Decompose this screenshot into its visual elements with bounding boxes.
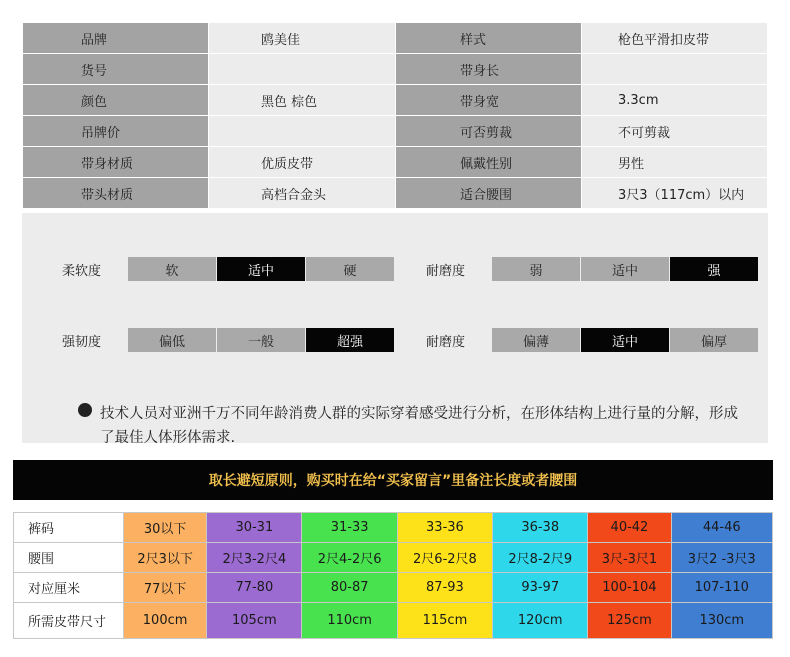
spec-key: 佩戴性别 bbox=[396, 147, 582, 178]
properties-panel bbox=[22, 213, 768, 446]
size-cell: 36-38 bbox=[493, 513, 588, 543]
spec-value bbox=[582, 54, 768, 85]
size-cell: 2尺3-2尺4 bbox=[207, 543, 302, 573]
size-cell: 3尺-3尺1 bbox=[588, 543, 671, 573]
description-note: 技术人员对亚洲千万不同年龄消费人群的实际穿着感受进行分析，在形体结构上进行量的分解，形成了最佳人体形体需求. bbox=[100, 406, 738, 446]
size-cell: 80-87 bbox=[302, 573, 397, 603]
size-chart-table bbox=[13, 512, 773, 639]
size-cell: 93-97 bbox=[493, 573, 588, 603]
scale-label: 强韧度 bbox=[62, 334, 102, 350]
size-cell: 87-93 bbox=[397, 573, 492, 603]
size-cell: 3尺2 -3尺3 bbox=[671, 543, 772, 573]
scale-option: 偏低 bbox=[128, 328, 216, 352]
size-cell: 100-104 bbox=[588, 573, 671, 603]
size-cell: 2尺6-2尺8 bbox=[397, 543, 492, 573]
spec-row bbox=[23, 116, 768, 147]
size-row-header: 所需皮带尺寸 bbox=[14, 603, 124, 639]
size-cell: 33-36 bbox=[397, 513, 492, 543]
scale-option: 偏厚 bbox=[670, 328, 758, 352]
scale-option: 硬 bbox=[306, 257, 394, 281]
size-cell: 30以下 bbox=[124, 513, 207, 543]
size-row bbox=[14, 543, 773, 573]
spec-key: 带身材质 bbox=[23, 147, 209, 178]
size-cell: 44-46 bbox=[671, 513, 772, 543]
spec-value bbox=[209, 116, 396, 147]
softness-scale bbox=[42, 257, 395, 281]
spec-row bbox=[23, 23, 768, 54]
size-cell: 30-31 bbox=[207, 513, 302, 543]
size-cell: 2尺4-2尺6 bbox=[302, 543, 397, 573]
scale-label: 耐磨度 bbox=[426, 334, 466, 350]
spec-key: 适合腰围 bbox=[396, 178, 582, 209]
size-cell: 40-42 bbox=[588, 513, 671, 543]
size-cell: 77以下 bbox=[124, 573, 207, 603]
spec-key: 货号 bbox=[23, 54, 209, 85]
spec-key: 吊牌价 bbox=[23, 116, 209, 147]
size-row bbox=[14, 513, 773, 543]
spec-value: 鸥美佳 bbox=[209, 23, 396, 54]
size-cell: 2尺3以下 bbox=[124, 543, 207, 573]
spec-key: 带身宽 bbox=[396, 85, 582, 116]
scale-option: 偏薄 bbox=[492, 328, 580, 352]
scale-option: 强 bbox=[670, 257, 758, 281]
size-cell: 100cm bbox=[124, 603, 207, 639]
size-row-header: 腰围 bbox=[14, 543, 124, 573]
scale-option: 弱 bbox=[492, 257, 580, 281]
spec-key: 品牌 bbox=[23, 23, 209, 54]
size-cell: 110cm bbox=[302, 603, 397, 639]
spec-value: 高档合金头 bbox=[209, 178, 396, 209]
size-cell: 77-80 bbox=[207, 573, 302, 603]
scale-option: 一般 bbox=[217, 328, 305, 352]
spec-value bbox=[209, 54, 396, 85]
bullet-icon bbox=[78, 403, 92, 417]
size-cell: 130cm bbox=[671, 603, 772, 639]
spec-value: 枪色平滑扣皮带 bbox=[582, 23, 768, 54]
spec-value: 3尺3（117cm）以内 bbox=[582, 178, 768, 209]
spec-table bbox=[22, 22, 768, 209]
size-row-header: 对应厘米 bbox=[14, 573, 124, 603]
toughness-scale bbox=[42, 328, 395, 352]
scale-option: 超强 bbox=[306, 328, 394, 352]
size-cell: 115cm bbox=[397, 603, 492, 639]
spec-row bbox=[23, 54, 768, 85]
scale-label: 柔软度 bbox=[62, 263, 102, 279]
spec-key: 颜色 bbox=[23, 85, 209, 116]
scale-option: 适中 bbox=[217, 257, 305, 281]
spec-row bbox=[23, 85, 768, 116]
spec-value: 男性 bbox=[582, 147, 768, 178]
size-row bbox=[14, 603, 773, 639]
spec-key: 带头材质 bbox=[23, 178, 209, 209]
spec-row bbox=[23, 147, 768, 178]
size-cell: 125cm bbox=[588, 603, 671, 639]
spec-value: 不可剪裁 bbox=[582, 116, 768, 147]
spec-key: 带身长 bbox=[396, 54, 582, 85]
thickness-scale bbox=[406, 328, 759, 352]
wear-resistance-scale bbox=[406, 257, 759, 281]
scale-option: 软 bbox=[128, 257, 216, 281]
spec-key: 可否剪裁 bbox=[396, 116, 582, 147]
size-cell: 120cm bbox=[493, 603, 588, 639]
size-cell: 107-110 bbox=[671, 573, 772, 603]
size-row bbox=[14, 573, 773, 603]
size-cell: 2尺8-2尺9 bbox=[493, 543, 588, 573]
size-row-header: 裤码 bbox=[14, 513, 124, 543]
spec-value: 3.3cm bbox=[582, 85, 768, 116]
spec-key: 样式 bbox=[396, 23, 582, 54]
size-cell: 31-33 bbox=[302, 513, 397, 543]
spec-value: 优质皮带 bbox=[209, 147, 396, 178]
order-tip-banner: 取长避短原则，购买时在给“买家留言”里备注长度或者腰围 bbox=[13, 460, 773, 500]
scale-label: 耐磨度 bbox=[426, 263, 466, 279]
spec-value: 黑色 棕色 bbox=[209, 85, 396, 116]
size-cell: 105cm bbox=[207, 603, 302, 639]
scale-option: 适中 bbox=[581, 328, 669, 352]
scale-option: 适中 bbox=[581, 257, 669, 281]
spec-row bbox=[23, 178, 768, 209]
